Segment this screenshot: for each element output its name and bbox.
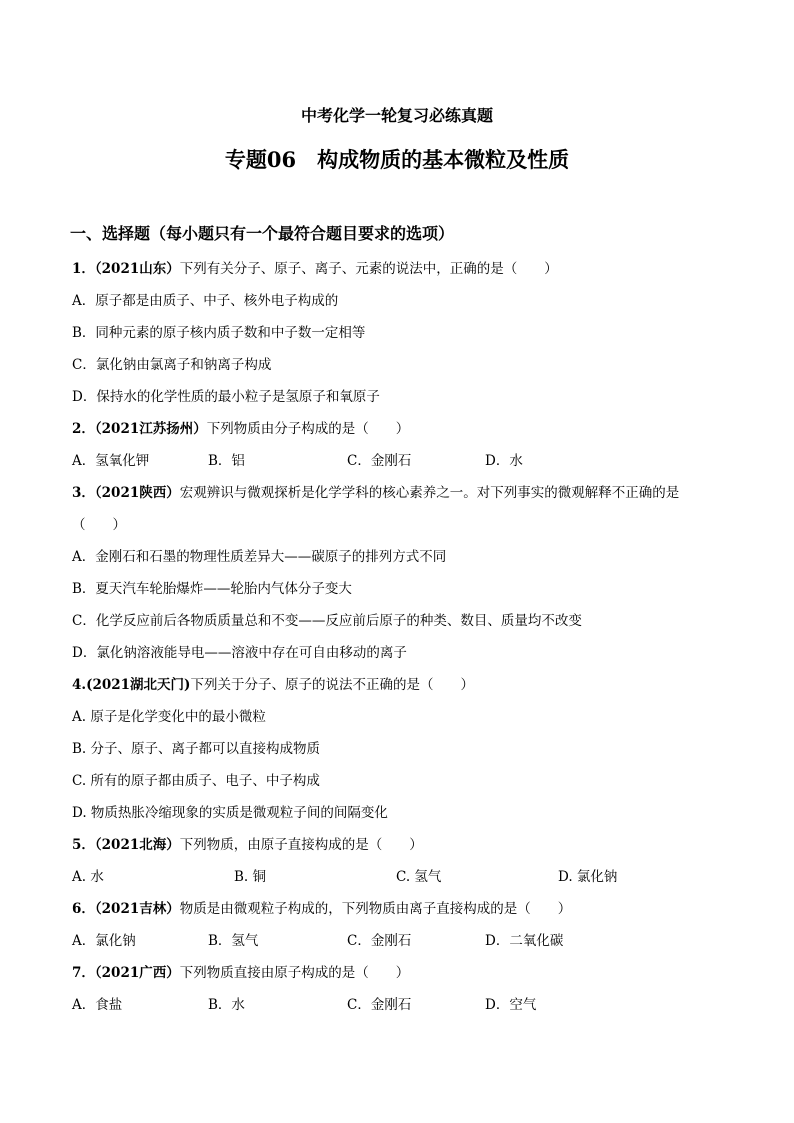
question-3-stem-continued: （ ）: [72, 517, 126, 533]
question-5-options: [72, 867, 722, 887]
question-number: 1．: [72, 261, 95, 277]
question-3-option-b: B．夏天汽车轮胎爆炸——轮胎内气体分子变大: [72, 581, 352, 597]
question-6-option-d: D．二氧化碳: [485, 933, 564, 949]
question-number: 4.: [72, 677, 87, 693]
document-subtitle: 专题06 构成物质的基本微粒及性质: [224, 147, 570, 172]
question-7-options: [72, 995, 722, 1015]
question-source: （2021山东）: [94, 261, 180, 277]
question-6-option-b: B．氢气: [208, 933, 259, 949]
question-4-option-a: A. 原子是化学变化中的最小微粒: [72, 709, 266, 725]
question-4-option-c: C. 所有的原子都由质子、电子、中子构成: [72, 773, 320, 789]
question-source: （2021陕西）: [94, 485, 180, 501]
question-4-option-b: B. 分子、原子、离子都可以直接构成物质: [72, 741, 321, 757]
question-1-option-b: B．同种元素的原子核内质子数和中子数一定相等: [72, 325, 366, 341]
question-text: 宏观辨识与微观探析是化学学科的核心素养之一。对下列事实的微观解释不正确的是: [179, 485, 680, 501]
question-text: 物质是由微观粒子构成的，下列物质由离子直接构成的是（ ）: [179, 901, 572, 917]
question-number: 7．: [72, 965, 95, 981]
question-number: 5．: [72, 837, 95, 853]
section-heading: 一、选择题（每小题只有一个最符合题目要求的选项）: [70, 224, 455, 243]
question-number: 2．: [72, 421, 95, 437]
question-6-option-a: A．氯化钠: [72, 933, 136, 949]
question-number: 3．: [72, 485, 95, 501]
question-5-stem: [72, 835, 423, 855]
question-6-options: [72, 931, 722, 951]
question-7-stem: [72, 963, 409, 983]
question-7-option-d: D．空气: [485, 997, 537, 1013]
question-5-option-d: D. 氯化钠: [558, 869, 618, 885]
question-2-option-a: A．氢氧化钾: [72, 453, 150, 469]
question-text: 下列物质，由原子直接构成的是（ ）: [179, 837, 423, 853]
question-2-option-d: D．水: [485, 453, 523, 469]
question-text: 下列物质由分子构成的是（ ）: [206, 421, 410, 437]
question-1-option-c: C．氯化钠由氯离子和钠离子构成: [72, 357, 272, 373]
question-3-stem: [72, 483, 679, 503]
question-1-option-d: D．保持水的化学性质的最小粒子是氢原子和氧原子: [72, 389, 380, 405]
question-1-stem: [72, 259, 558, 279]
question-2-stem: [72, 419, 409, 439]
question-4-option-d: D. 物质热胀冷缩现象的实质是微观粒子间的间隔变化: [72, 805, 388, 821]
question-6-option-c: C．金刚石: [347, 933, 412, 949]
question-source: （2021北海）: [94, 837, 180, 853]
question-number: 6．: [72, 901, 95, 917]
question-text: 下列有关分子、原子、离子、元素的说法中，正确的是（ ）: [179, 261, 558, 277]
question-6-stem: [72, 899, 571, 919]
question-2-options: [72, 451, 722, 471]
question-text: 下列物质直接由原子构成的是（ ）: [179, 965, 410, 981]
question-5-option-a: A. 水: [72, 869, 104, 885]
question-4-stem: [72, 675, 474, 695]
question-3-option-d: D．氯化钠溶液能导电——溶液中存在可自由移动的离子: [72, 645, 407, 661]
question-5-option-b: B. 铜: [234, 869, 267, 885]
question-source: （2021江苏扬州）: [94, 421, 207, 437]
question-source: （2021吉林）: [94, 901, 180, 917]
question-5-option-c: C. 氢气: [396, 869, 442, 885]
question-1-option-a: A．原子都是由质子、中子、核外电子构成的: [72, 293, 339, 309]
question-2-option-b: B．铝: [208, 453, 245, 469]
question-7-option-b: B．水: [208, 997, 245, 1013]
document-title: 中考化学一轮复习必练真题: [300, 106, 493, 125]
question-3-option-c: C．化学反应前后各物质质量总和不变——反应前后原子的种类、数目、质量均不改变: [72, 613, 582, 629]
question-2-option-c: C．金刚石: [347, 453, 412, 469]
question-3-option-a: A．金刚石和石墨的物理性质差异大——碳原子的排列方式不同: [72, 549, 447, 565]
question-7-option-c: C．金刚石: [347, 997, 412, 1013]
question-source: （2021广西）: [94, 965, 180, 981]
question-7-option-a: A．食盐: [72, 997, 123, 1013]
question-text: 下列关于分子、原子的说法不正确的是（ ）: [190, 677, 474, 693]
question-source: (2021湖北天门): [86, 677, 191, 693]
